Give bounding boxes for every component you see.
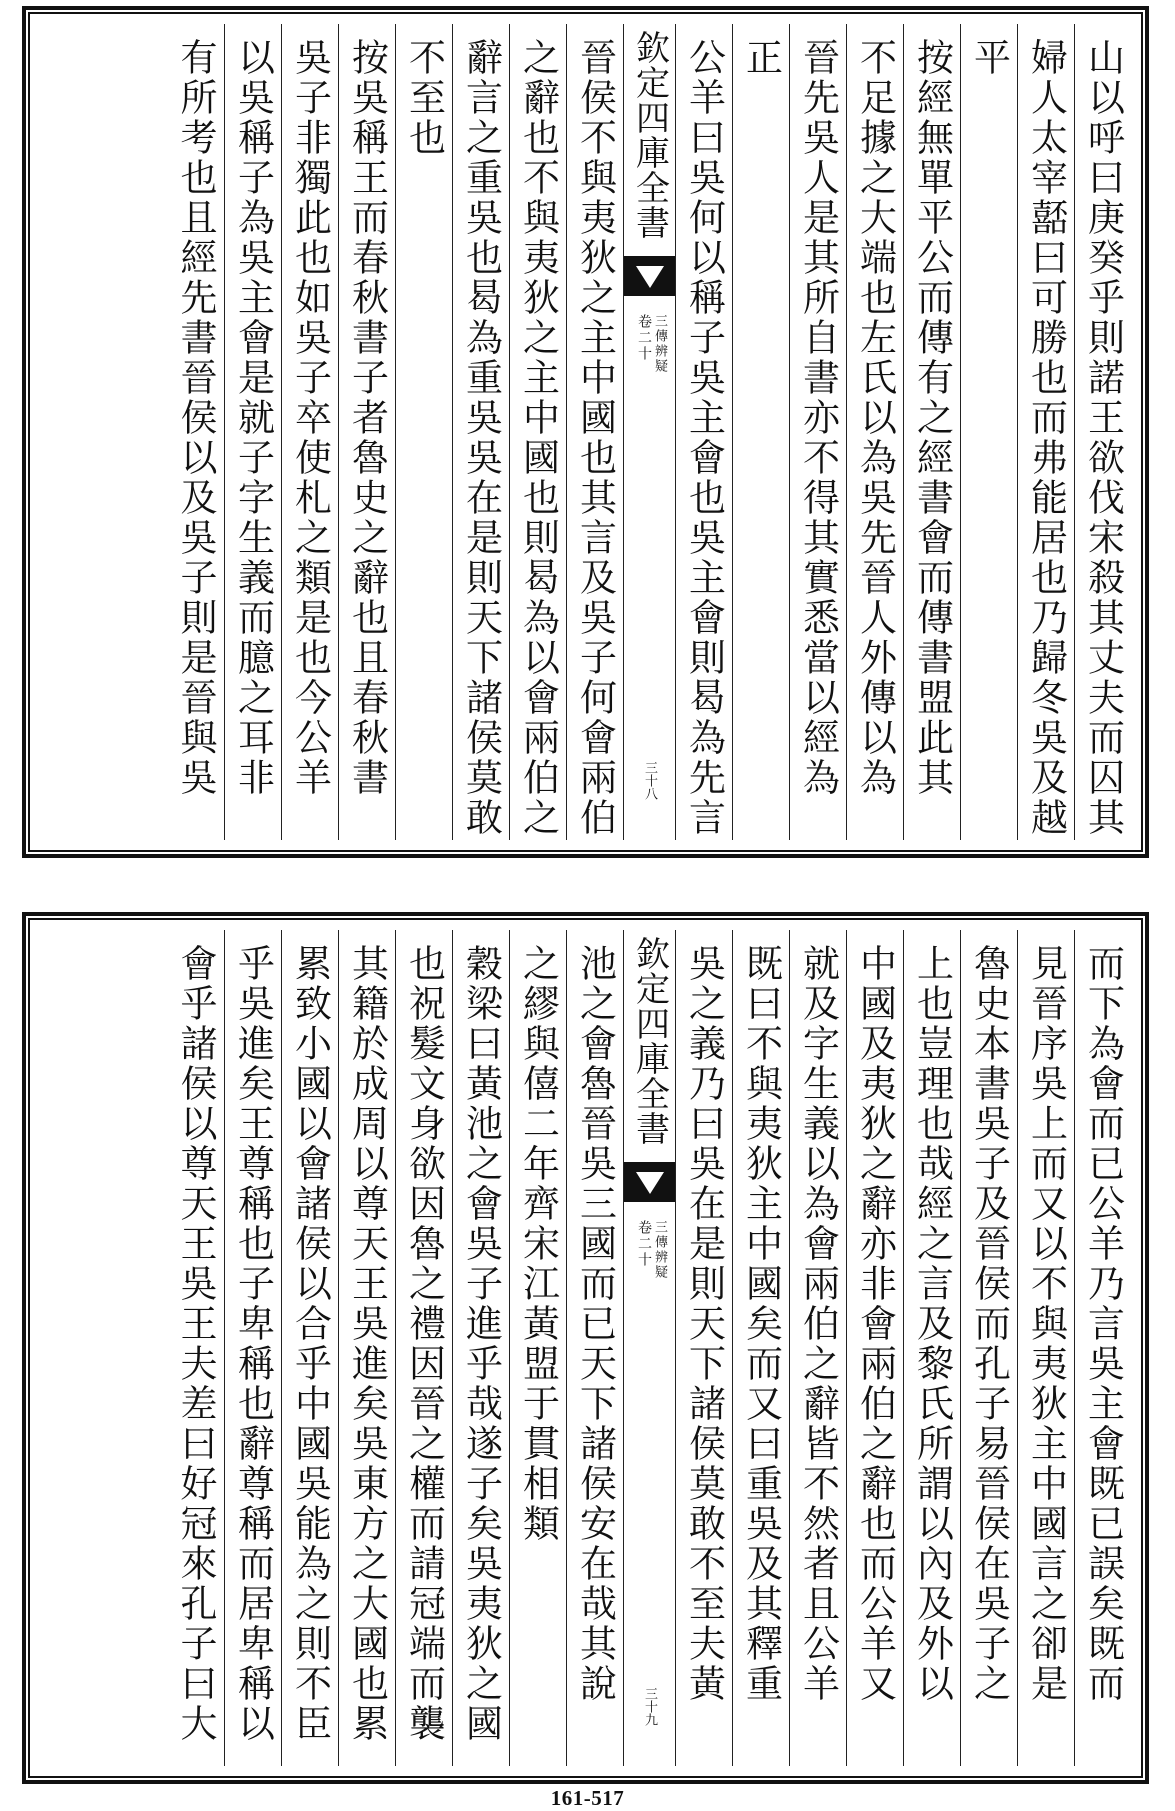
text-column: 其籍於成周以尊天王吳進矣吳東方之大國也累 xyxy=(338,930,395,1766)
text-column: 有所考也且經先書晉侯以及吳子則是晉與吳 xyxy=(174,38,217,798)
text-column: 不至也 xyxy=(395,24,452,840)
center-fold xyxy=(623,930,675,1766)
text-column: 吳子非獨此也如吳子卒使札之類是也今公羊 xyxy=(281,24,338,840)
text-column: 就及字生義以為會兩伯之辭皆不然者且公羊 xyxy=(789,930,846,1766)
text-column: 穀梁曰黃池之會吳子進乎哉遂子矣吳夷狄之國 xyxy=(452,930,509,1766)
leaf-number: 三十八 xyxy=(642,761,657,800)
text-column: 辭言之重吳也曷為重吳吳在是則天下諸侯莫敢 xyxy=(452,24,509,840)
text-column: 中國及夷狄之辭亦非會兩伯之辭也而公羊又 xyxy=(846,930,903,1766)
volume-label: 卷二十 xyxy=(636,1220,652,1268)
text-column: 會乎諸侯以尊天王吳王夫差曰好冠來孔子曰大 xyxy=(174,944,217,1744)
text-column: 累致小國以會諸侯以合乎中國吳能為之則不臣 xyxy=(281,930,338,1766)
book-title: 三傳辨疑 xyxy=(652,314,667,374)
center-title-box xyxy=(624,24,675,258)
text-column: 按吳稱王而春秋書子者魯史之辭也且春秋書 xyxy=(338,24,395,840)
top-folio xyxy=(22,6,1149,858)
top-text-columns xyxy=(40,24,1131,840)
text-column: 以吳稱子為吳主會是就子字生義而臆之耳非 xyxy=(224,24,281,840)
book-title: 三傳辨疑 xyxy=(652,1220,667,1280)
text-column: 魯史本書吳子及晉侯而孔子易晉侯在吳子之 xyxy=(960,930,1017,1766)
collection-title: 欽定四庫全書 xyxy=(629,936,670,1146)
text-column: 公羊曰吳何以稱子吳主會也吳主會則曷為先言 xyxy=(675,24,732,840)
bottom-folio xyxy=(22,912,1149,1784)
leaf-number: 三十九 xyxy=(642,1687,657,1726)
text-column: 平 xyxy=(960,24,1017,840)
fishtail-ornament xyxy=(624,256,675,296)
text-column: 池之會魯晉吳三國而已天下諸侯安在哉其說 xyxy=(566,930,623,1766)
volume-label: 卷二十 xyxy=(636,314,652,362)
text-column: 而下為會而已公羊乃言吳主會既已誤矣既而 xyxy=(1074,930,1131,1766)
collection-title: 欽定四庫全書 xyxy=(629,30,670,240)
fishtail-ornament xyxy=(624,1162,675,1202)
text-column: 既曰不與夷狄主中國矣而又曰重吳及其釋重 xyxy=(732,930,789,1766)
text-column: 正 xyxy=(732,24,789,840)
text-column: 見晉序吳上而又以不與夷狄主中國言之卻是 xyxy=(1017,930,1074,1766)
text-column: 也祝髮文身欲因魯之禮因晉之權而請冠端而襲 xyxy=(395,930,452,1766)
text-column: 山以呼曰庚癸乎則諾王欲伐宋殺其丈夫而囚其 xyxy=(1074,24,1131,840)
text-column: 吳之義乃曰吳在是則天下諸侯莫敢不至夫黃 xyxy=(675,930,732,1766)
text-column: 婦人太宰嚭曰可勝也而弗能居也乃歸冬吳及越 xyxy=(1017,24,1074,840)
center-title-box xyxy=(624,930,675,1164)
text-column: 之繆與僖二年齊宋江黃盟于貫相類 xyxy=(509,930,566,1766)
bottom-text-columns xyxy=(40,930,1131,1766)
page-number: 161-517 xyxy=(550,1786,625,1810)
text-column: 按經無單平公而傳有之經書會而傳書盟此其 xyxy=(903,24,960,840)
text-column: 乎吳進矣王尊稱也子卑稱也辭尊稱而居卑稱以 xyxy=(224,930,281,1766)
center-fold xyxy=(623,24,675,840)
text-column: 晉侯不與夷狄之主中國也其言及吳子何會兩伯 xyxy=(566,24,623,840)
text-column: 晉先吳人是其所自書亦不得其實悉當以經為 xyxy=(789,24,846,840)
text-column: 上也豈理也哉經之言及黎氏所謂以內及外以 xyxy=(903,930,960,1766)
text-column: 不足據之大端也左氏以為吳先晉人外傳以為 xyxy=(846,24,903,840)
text-column: 之辭也不與夷狄之主中國也則曷為以會兩伯之 xyxy=(509,24,566,840)
